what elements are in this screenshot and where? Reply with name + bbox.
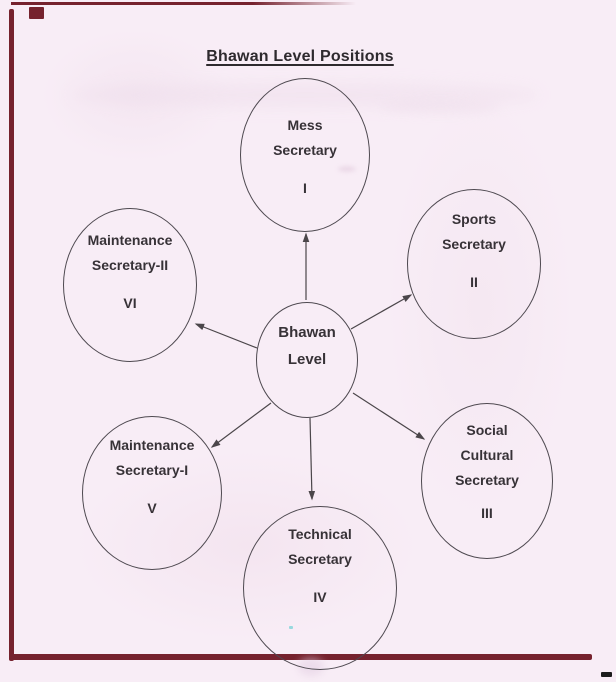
node-text [110,433,195,521]
node-numeral: V [147,500,157,516]
node-maintenance-secretary-2 [63,208,197,362]
node-mess-secretary [240,78,370,232]
node-numeral: VI [123,295,137,311]
node-label: Cultural [460,447,514,463]
node-text [88,228,173,316]
node-label: Sports [451,211,497,227]
node-numeral: II [470,274,478,290]
arrow-center-to-maintenance1 [212,403,271,447]
node-technical-secretary [243,506,397,670]
arrow-center-to-technical [310,418,312,499]
node-label: Maintenance [109,437,195,453]
node-numeral: III [481,505,493,521]
node-label: Secretary-II [91,257,169,273]
node-text [273,113,337,201]
arrow-center-to-social [353,393,424,439]
node-maintenance-secretary-1 [82,416,222,570]
node-sports-secretary [407,189,541,339]
node-label: Secretary-I [115,462,189,478]
node-label: Secretary [442,236,506,252]
node-label: Maintenance [87,232,173,248]
arrow-center-to-sports [351,295,411,329]
node-label: Level [287,351,327,368]
node-label: Technical [288,526,352,542]
node-label: Mess [287,117,323,133]
node-label: Secretary [273,142,337,158]
node-label: Secretary [455,472,519,488]
node-numeral: IV [313,589,327,605]
node-text [455,418,519,526]
node-label: Bhawan [278,324,336,341]
page-title: Bhawan Level Positions [206,48,394,65]
node-numeral: I [303,180,307,196]
node-text [288,522,352,610]
node-social-cultural-secretary [421,403,553,559]
node-bhawan-level [256,302,358,418]
node-label: Social [466,422,508,438]
node-label: Secretary [288,551,352,567]
arrow-center-to-maintenance2 [196,324,257,348]
node-text [278,319,336,373]
node-text [442,207,506,295]
